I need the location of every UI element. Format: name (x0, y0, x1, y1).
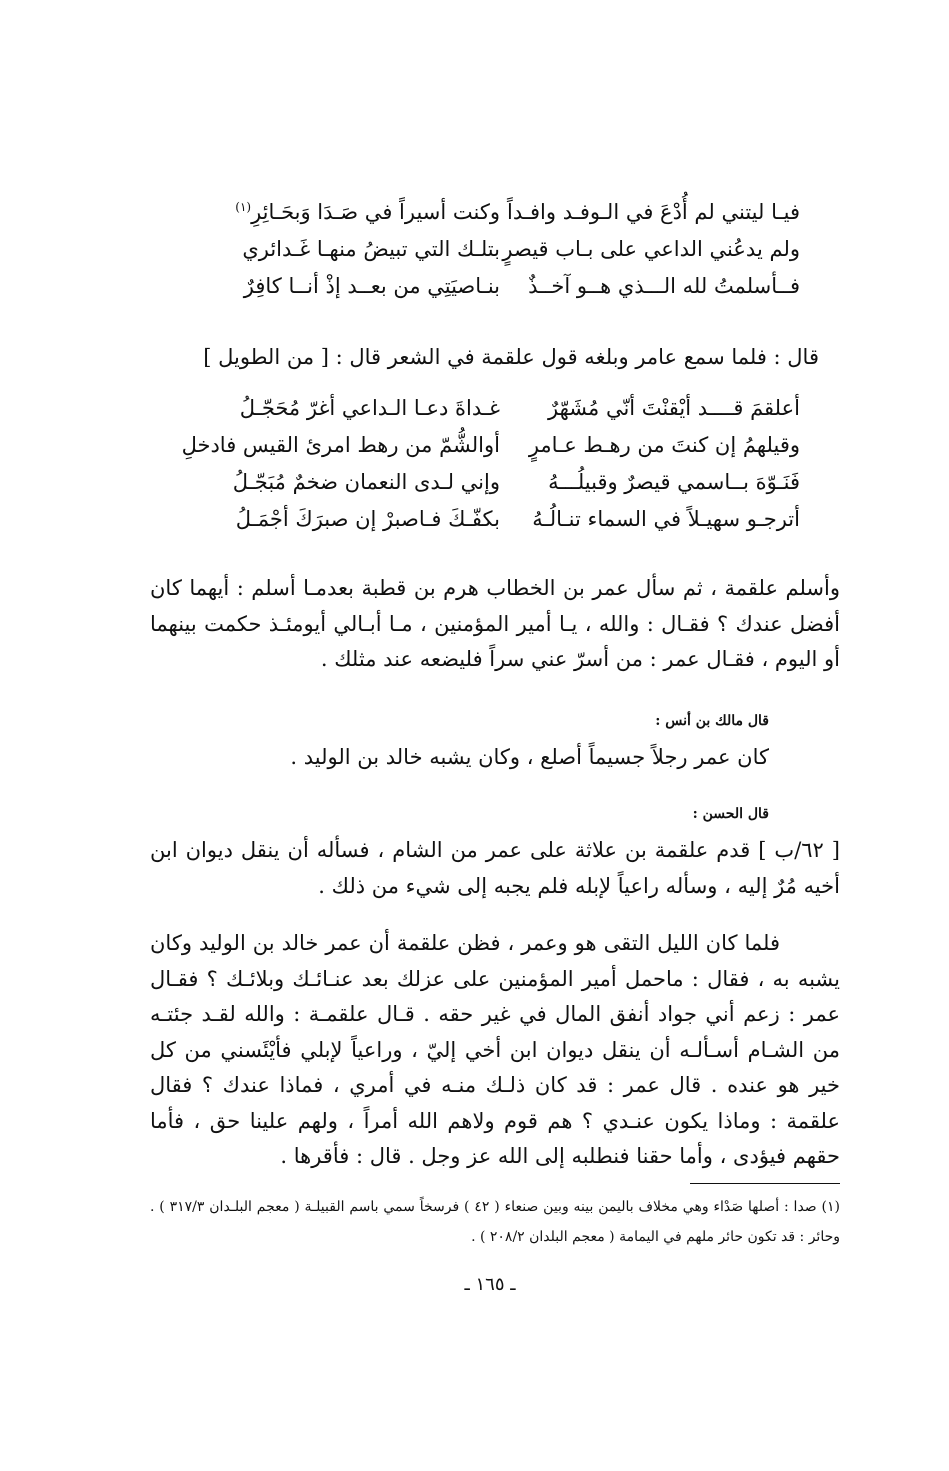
hemistich-text: وكنت أسيراً في صَـدَا وَبحَـائِرِ (251, 200, 500, 224)
heading-hasan: قال الحسن : (692, 806, 769, 822)
verse (150, 430, 800, 467)
quote-malik: كان عمر رجلاً جسيماً أصلع ، وكان يشبه خالد بن الوليد . (290, 745, 769, 769)
hemistich-second: بنـاصيَتِي من بعــد إذْ أنــا كافِرٌ (243, 274, 500, 298)
hemistich-second: بكفّـكَ فـاصبرْ إن صبرَكَ أجْمَـلُ (235, 507, 500, 531)
poem-2 (150, 393, 800, 541)
verse (150, 271, 800, 308)
footnote-reference[interactable]: (١) (235, 200, 252, 214)
page-number: ـ ١٦٥ ـ (464, 1274, 516, 1295)
hemistich-first: وقيلهمُ إن كنتَ من رهـط عـامرٍ (528, 433, 800, 457)
verse (150, 393, 800, 430)
hemistich-first: أترجـو سهيـلاً في السماء تنـالُـهُ (532, 507, 800, 531)
hemistich-first: ولم يدعُني الداعي على بـاب قيصرٍ (502, 237, 800, 261)
verse (150, 467, 800, 504)
hemistich-first: فــأسلمتُ لله الـــذي هــو آخــذٌ (528, 274, 800, 298)
verse (150, 234, 800, 271)
intro-line: قال : فلما سمع عامر وبلغه قول علقمة في الشعر قال : [ من الطويل ] (203, 345, 819, 369)
verse (150, 197, 800, 234)
hemistich-second: أوالشُّمّ من رهط امرئ القيس فادخلِ (181, 433, 500, 457)
paragraph-umar-harim: وأسلم علقمة ، ثم سأل عمر بن الخطاب هرم بن قطبة بعدمـا أسلم : أيهما كان أفضل عندك ؟ فقـال : والله ، يـا أمير المؤمنين ، مـا أبـالي أيومئـذ حكمت بينهما أو اليوم ، فقـال عمر : من أسرّ عني سراً فليضعه عند مثلك . (150, 576, 840, 671)
hemistich-first: فيـا ليتني لم أُدْعَ في الـوفـد وافـداً (507, 200, 800, 224)
hemistich-first: أعلقمَ قــــد أيْقنْتَ أنّي مُشَهّرٌ (548, 396, 800, 420)
hemistich-second: غـداةَ دعـا الـداعي أغرّ مُحَجّـلُ (239, 396, 500, 420)
footnote-divider (690, 1183, 840, 1184)
verse (150, 504, 800, 541)
hemistich-second (220, 197, 500, 227)
hemistich-first: فَنَـوّهَ بــاسمي قيصرٌ وقبيلُـــهُ (548, 470, 800, 494)
hemistich-second: بتلـك التي تبيضُ منهـا غَـدائري (242, 237, 500, 261)
paragraph-alqama-request: [ ٦٢/ب ] قدم علقمة بن علاثة على عمر من الشام ، فسأله أن ينقل ديوان ابن أخيه مُرٌ إليه ، وسأله راعياً لإبله فلم يجبه إلى شيء من ذلك . (150, 838, 840, 898)
heading-malik: قال مالك بن أنس : (655, 713, 769, 729)
poem-1 (150, 197, 800, 308)
hemistich-second: وإني لـدى النعمان ضخمٌ مُبَجّـلُ (232, 470, 500, 494)
paragraph-night-meeting: فلما كان الليل التقى هو وعمر ، فظن علقمة أن عمر خالد بن الوليد وكان يشبه به ، فقال : ماحمل أمير المؤمنين على عزلك بعد عنـائـك وبلائـك ؟ فقـال عمر : زعم أني جواد أنفق المال في غير حقه . قـال علقمـة : والله لقـد جئتـه من الشـام أسـألـه أن ينقل ديوان ابن أخي إليّ ، وراعياً لإبلي فأيْئَسني من كل خير هو عنده . قال عمر : قد كان ذلـك منـه في أمري ، فماذا عندك ؟ فقال علقمة : وماذا يكون عنـدي ؟ هم قوم ولاهم الله أمراً ، ولهم علينا حق ، فأما حقهم فيؤدى ، وأما حقنا فنطلبه إلى الله عز وجل . قال : فأقرها . (150, 931, 840, 1168)
footnote: (١) صدا : أصلها صَدْاء وهي مخلاف باليمن بينه وبين صنعاء ( ٤٢ ) فرسخاً سمي باسم القبيلـة ( معجم البلـدان ٣١٧/٣ ) . وحائر : قد تكون حائر ملهم في اليمامة ( معجم البلدان ٢٠٨/٢ ) . (150, 1199, 841, 1245)
